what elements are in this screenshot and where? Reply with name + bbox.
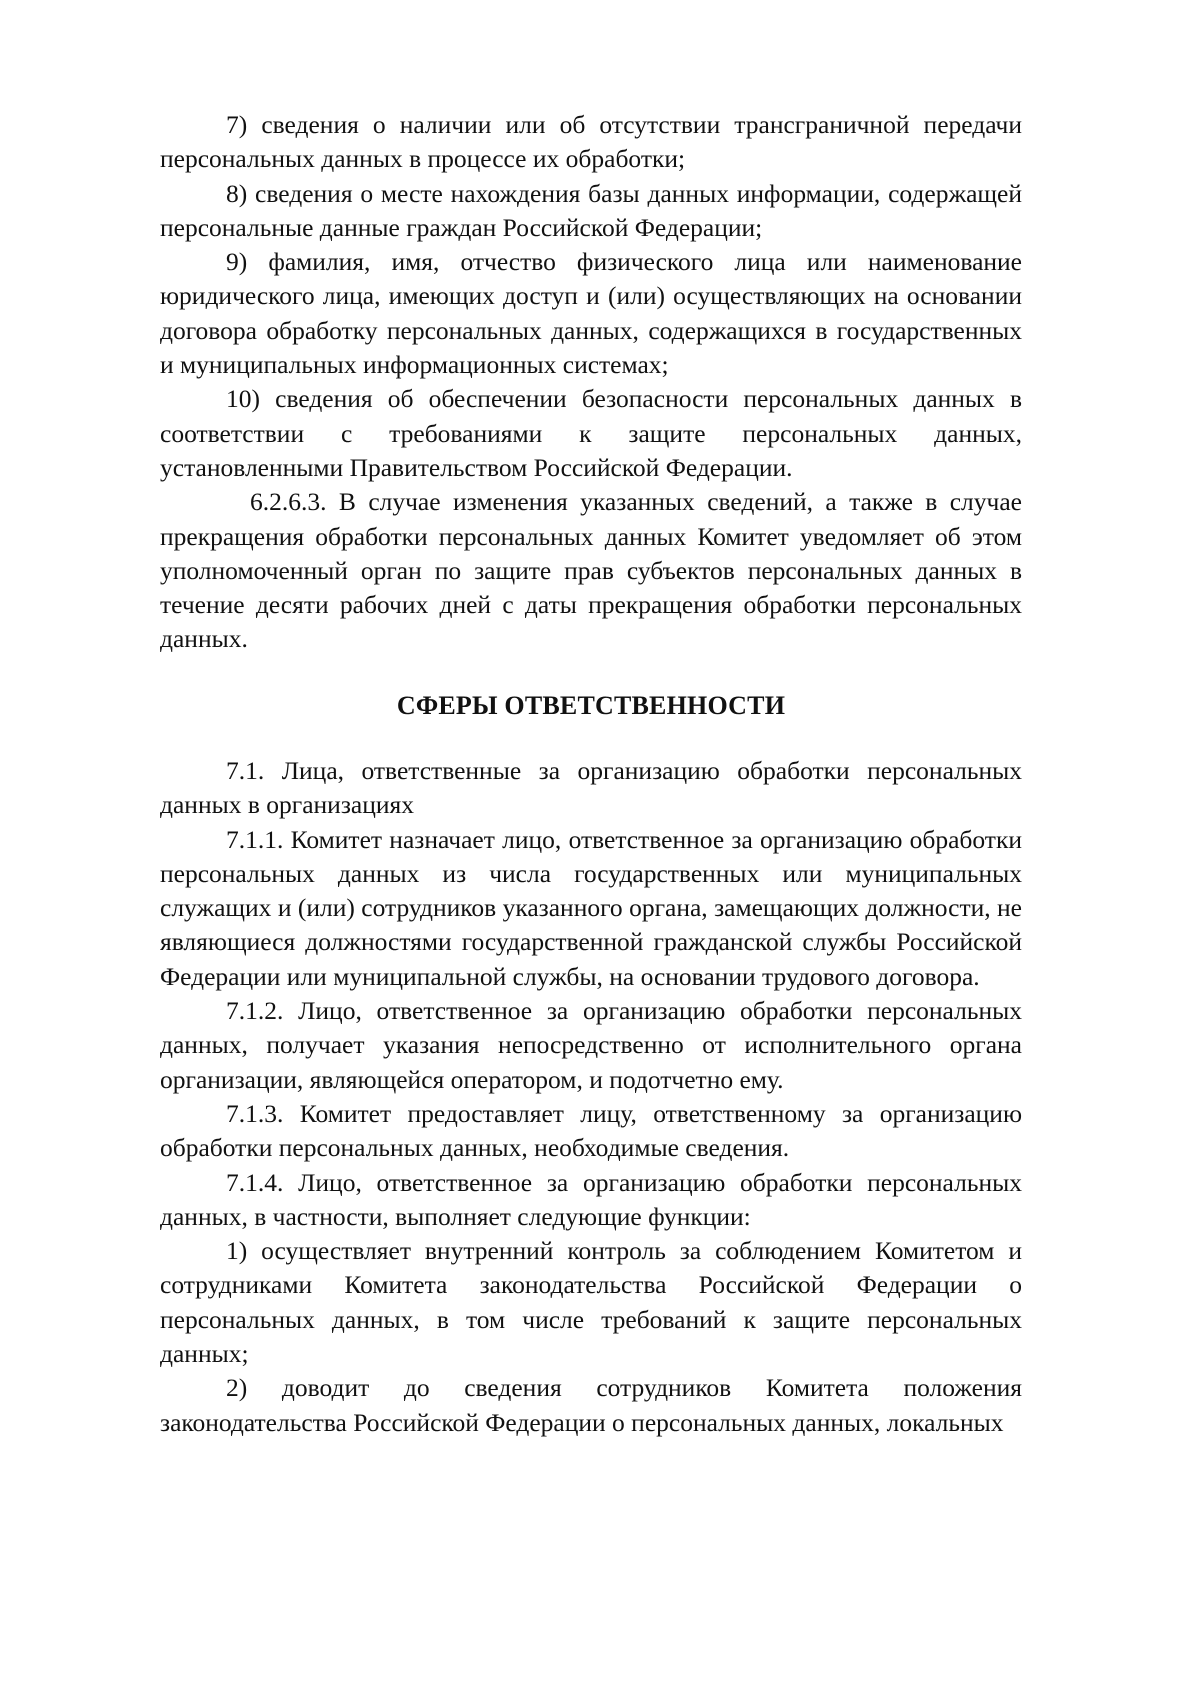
- section-body: [160, 754, 1022, 1440]
- paragraph-7-1-2: 7.1.2. Лицо, ответственное за организацию обработки персональных данных, получает указания непосредственно от исполнительного органа организации, являющейся оператором, и подотчетно ему.: [160, 996, 1022, 1094]
- list-continuation: [160, 108, 1022, 657]
- paragraph-7-1: 7.1. Лица, ответственные за организацию обработки персональных данных в организациях: [160, 756, 1022, 820]
- function-item-1: 1) осуществляет внутренний контроль за соблюдением Комитетом и сотрудниками Комитета законодательства Российской Федерации о персональных данных, в том числе требований к защите персональных данных;: [160, 1236, 1022, 1369]
- paragraph-6-2-6-3: 6.2.6.3. В случае изменения указанных сведений, а также в случае прекращения обработки персональных данных Комитет уведомляет об этом уполномоченный орган по защите прав субъектов персональных данных в течение десяти рабочих дней с даты прекращения обработки персональных данных.: [160, 487, 1022, 654]
- paragraph-7-1-3: 7.1.3. Комитет предоставляет лицу, ответственному за организацию обработки персональных данных, необходимые сведения.: [160, 1098, 1022, 1163]
- function-item-2: 2) доводит до сведения сотрудников Комитета положения законодательства Российской Федерации о персональных данных, локальных: [160, 1373, 1022, 1437]
- list-item-8: 8) сведения о месте нахождения базы данных информации, содержащей персональные данные граждан Российской Федерации;: [160, 178, 1022, 242]
- list-item-10: 10) сведения об обеспечении безопасности персональных данных в соответствии с требованиями к защите персональных данных, установленными Правительством Российской Федерации.: [160, 384, 1022, 482]
- paragraph-7-1-4: 7.1.4. Лицо, ответственное за организацию обработки персональных данных, в частности, выполняет следующие функции:: [160, 1167, 1022, 1231]
- list-item-7: 7) сведения о наличии или об отсутствии трансграничной передачи персональных данных в процессе их обработки;: [160, 110, 1022, 174]
- list-item-9: 9) фамилия, имя, отчество физического лица или наименование юридического лица, имеющих доступ и (или) осуществляющих на основании договора обработку персональных данных, содержащихся в государственных и муниципальных информационных системах;: [160, 247, 1022, 380]
- paragraph-7-1-1: 7.1.1. Комитет назначает лицо, ответственное за организацию обработки персональных данных из числа государственных или муниципальных служащих и (или) сотрудников указанного органа, замещающих должности, не являющиеся должностями государственной гражданской службы Российской Федерации или муниципальной службы, на основании трудового договора.: [160, 824, 1022, 991]
- section-heading: СФЕРЫ ОТВЕТСТВЕННОСТИ: [396, 691, 786, 720]
